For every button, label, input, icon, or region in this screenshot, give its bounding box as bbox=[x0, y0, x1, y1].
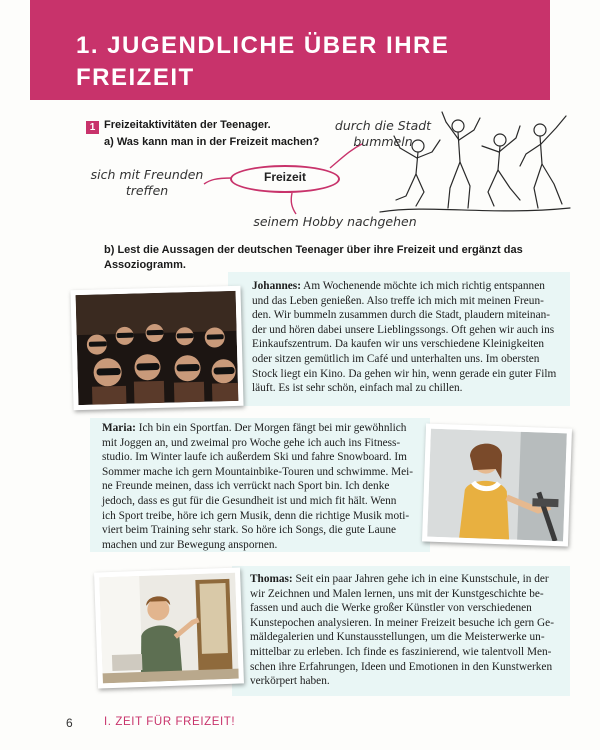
maria-line-3: studio. Im Winter laufe ich außerdem Ski und fahre Snowboard. Im bbox=[102, 451, 407, 464]
thomas-line-3: fassen und auch die Werke großer Künstler von verschiedenen bbox=[250, 602, 532, 615]
johannes-line-7: Stock liegt ein Kino. Da gehen wir hin, wenn gerade ein guter Film bbox=[252, 367, 557, 380]
exercise-part-b-line-1: b) Lest die Aussagen der deutschen Teenager über ihre Freizeit und ergänzt das bbox=[104, 244, 523, 256]
cinema-audience-image bbox=[76, 291, 239, 405]
mindmap-center-label: Freizeit bbox=[263, 170, 306, 184]
exercise-number-badge: 1 bbox=[86, 121, 99, 134]
cinema-photo bbox=[70, 286, 243, 410]
woman-exercising-image bbox=[427, 429, 567, 542]
exercise-part-b bbox=[104, 243, 524, 273]
fitness-photo bbox=[422, 423, 572, 546]
johannes-line-2: und das Leben genießen. Also treffe ich mich mit meinen Freun- bbox=[252, 294, 544, 307]
painter-photo bbox=[94, 567, 244, 688]
maria-line-7: ich Sport treibe, höre ich gern Musik, denn die richtige Musik moti- bbox=[102, 509, 410, 522]
maria-line-1: Ich bin ein Sportfan. Der Morgen fängt bei mir gewöhnlich bbox=[135, 422, 407, 434]
mindmap-node-top-right-line-2: bummeln bbox=[353, 134, 413, 149]
maria-line-8: viert beim Training sehr stark. So höre ich Songs, die gute Laune bbox=[102, 524, 396, 537]
mindmap-node-top-right-line-1: durch die Stadt bbox=[334, 118, 432, 133]
footer-section-title: I. ZEIT FÜR FREIZEIT! bbox=[104, 716, 236, 728]
exercise-part-b-line-2: Assoziogramm. bbox=[104, 259, 186, 271]
johannes-line-8: läuft. Es ist sehr schön, einfach mal zu chillen. bbox=[252, 382, 463, 395]
connector-bottom bbox=[291, 193, 296, 214]
johannes-name: Johannes: bbox=[252, 280, 301, 292]
johannes-line-6: oder sitzen gemütlich im Café und unterhalten uns. Im obersten bbox=[252, 352, 540, 365]
thomas-line-2: wir Zeichnen und Malen lernen, uns mit der Kunstgeschichte be- bbox=[250, 587, 544, 600]
maria-line-2: mit Joggen an, und zweimal pro Woche gehe ich auch ins Fitness- bbox=[102, 436, 401, 449]
maria-statement bbox=[102, 421, 420, 552]
exercise-part-a: a) Was kann man in der Freizeit machen? bbox=[104, 136, 320, 148]
maria-line-4: Sommer mache ich gern Mountainbike-Touren und schwimme. Mei- bbox=[102, 465, 414, 478]
thomas-name: Thomas: bbox=[250, 573, 293, 585]
mindmap-node-bottom: seinem Hobby nachgehen bbox=[253, 214, 417, 229]
johannes-statement bbox=[252, 279, 558, 396]
chapter-title-line-2: FREIZEIT bbox=[76, 64, 195, 91]
maria-line-5: ne Freunde meinen, dass ich verrückt nach Sport bin. Ich denke bbox=[102, 480, 390, 493]
exercise-title: Freizeitaktivitäten der Teenager. bbox=[104, 119, 271, 131]
chapter-title-line-1: 1. JUGENDLICHE ÜBER IHRE bbox=[76, 32, 450, 59]
thomas-line-6: mittelbar zu erleben. Ich finde es faszinierend, wie talentvoll Men- bbox=[250, 645, 552, 658]
maria-line-6: jedoch, dass es gut für die Gesundheit ist und mich fit hält. Wenn bbox=[102, 494, 397, 507]
johannes-line-5: Einkaufszentrum. Da kaufen wir uns verschiedene Kleinigkeiten bbox=[252, 338, 545, 351]
page-number: 6 bbox=[66, 716, 73, 730]
thomas-statement bbox=[250, 572, 560, 689]
thomas-line-4: Kunstepochen analysieren. In meiner Freizeit besuche ich gern Ge- bbox=[250, 616, 554, 629]
johannes-line-4: der und hören dabei unsere Lieblingssongs. Oft gehen wir auch ins bbox=[252, 323, 555, 336]
dancing-teenagers-illustration bbox=[370, 108, 575, 218]
johannes-line-1: Am Wochenende möchte ich mich richtig entspannen bbox=[300, 280, 545, 292]
maria-name: Maria: bbox=[102, 422, 136, 434]
mindmap-node-left-line-2: treffen bbox=[125, 183, 169, 198]
young-man-painting-image bbox=[99, 573, 239, 684]
thomas-line-5: mäldegalerien und Kunstausstellungen, um die Meisterwerke un- bbox=[250, 631, 545, 644]
mindmap-node-left-line-1: sich mit Freunden bbox=[90, 167, 204, 182]
mindmap-node-left bbox=[82, 167, 212, 199]
thomas-line-1: Seit ein paar Jahren gehe ich in eine Kunstschule, in der bbox=[292, 573, 549, 585]
johannes-line-3: den. Wir bummeln zusammen durch die Stadt, plaudern miteinan- bbox=[252, 309, 550, 322]
maria-line-9: machen und zur Bewegung anspornen. bbox=[102, 538, 278, 551]
thomas-line-8: verkörpert haben. bbox=[250, 675, 330, 688]
thomas-line-7: schen ihre Erfahrungen, Ideen und Emotionen in den Kunstwerken bbox=[250, 660, 553, 673]
